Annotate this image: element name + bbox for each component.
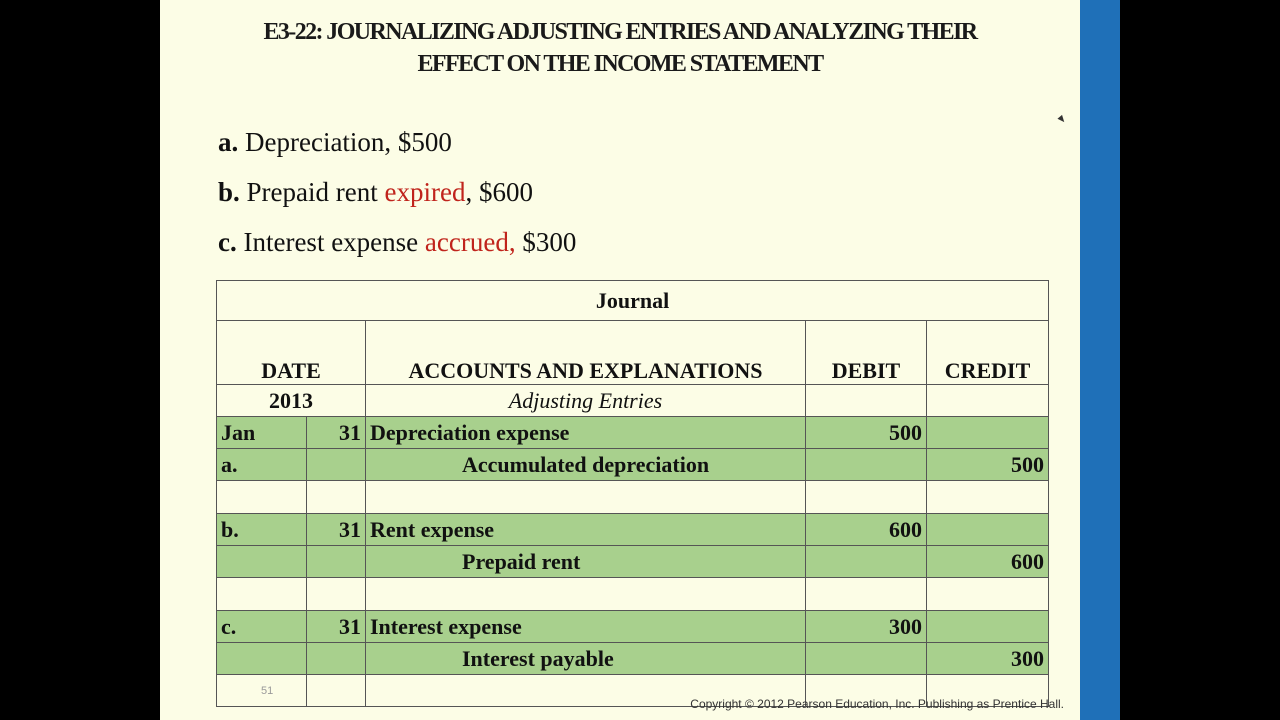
row-day	[307, 643, 366, 675]
row-account: Prepaid rent	[366, 546, 806, 578]
empty-cell	[307, 578, 366, 611]
row-day	[307, 546, 366, 578]
empty-cell	[307, 481, 366, 514]
journal-title-row	[217, 281, 1049, 321]
item-text-after: , $600	[465, 177, 533, 207]
header-debit: DEBIT	[806, 321, 927, 385]
item-text: Prepaid rent	[239, 177, 385, 207]
row-day: 31	[307, 417, 366, 449]
journal-row	[217, 417, 1049, 449]
slide	[160, 0, 1080, 720]
journal-row	[217, 643, 1049, 675]
empty-cell	[927, 481, 1049, 514]
journal-blank-row	[217, 578, 1049, 611]
journal-section-label: Adjusting Entries	[366, 385, 806, 417]
empty-cell	[806, 481, 927, 514]
row-credit	[927, 611, 1049, 643]
empty-cell	[307, 675, 366, 707]
item-letter: b.	[218, 177, 240, 207]
journal-header-row	[217, 321, 1049, 385]
adjustment-item-b	[218, 172, 918, 222]
row-debit	[806, 643, 927, 675]
empty-cell	[366, 481, 806, 514]
row-month: Jan	[217, 417, 307, 449]
item-letter: a.	[218, 127, 239, 157]
empty-cell	[217, 578, 307, 611]
slide-title	[180, 16, 1060, 80]
item-letter: c.	[218, 227, 237, 257]
adjustment-list	[218, 122, 918, 272]
journal-title: Journal	[217, 281, 1049, 321]
row-credit	[927, 514, 1049, 546]
header-accounts: ACCOUNTS AND EXPLANATIONS	[366, 321, 806, 385]
item-highlight: expired	[384, 177, 466, 207]
row-account: Rent expense	[366, 514, 806, 546]
row-debit	[806, 449, 927, 481]
row-month: a.	[217, 449, 307, 481]
journal-table	[216, 280, 1049, 707]
row-debit: 500	[806, 417, 927, 449]
slide-title-line-1: E3-22: JOURNALIZING ADJUSTING ENTRIES AND ANALYZING THEIR	[263, 19, 977, 45]
row-account: Accumulated depreciation	[366, 449, 806, 481]
row-debit	[806, 546, 927, 578]
item-highlight: accrued,	[424, 227, 516, 257]
empty-cell	[806, 578, 927, 611]
adjustment-item-a	[218, 122, 918, 172]
row-debit: 600	[806, 514, 927, 546]
row-account: Interest payable	[366, 643, 806, 675]
journal-row	[217, 514, 1049, 546]
side-accent-bar	[1080, 0, 1120, 720]
journal-row	[217, 546, 1049, 578]
row-debit: 300	[806, 611, 927, 643]
row-account: Depreciation expense	[366, 417, 806, 449]
row-account: Interest expense	[366, 611, 806, 643]
row-credit: 300	[927, 643, 1049, 675]
empty-cell	[927, 578, 1049, 611]
header-date: DATE	[217, 321, 366, 385]
row-day: 31	[307, 514, 366, 546]
row-month	[217, 546, 307, 578]
header-credit: CREDIT	[927, 321, 1049, 385]
copyright-notice: Copyright © 2012 Pearson Education, Inc. Publishing as Prentice Hall.	[690, 697, 1064, 711]
page-number: 51	[217, 675, 307, 707]
adjustment-item-c	[218, 222, 918, 272]
row-month	[217, 643, 307, 675]
row-credit: 500	[927, 449, 1049, 481]
row-month: c.	[217, 611, 307, 643]
journal-row	[217, 449, 1049, 481]
row-credit	[927, 417, 1049, 449]
empty-cell	[217, 481, 307, 514]
journal-row	[217, 611, 1049, 643]
row-credit: 600	[927, 546, 1049, 578]
row-month: b.	[217, 514, 307, 546]
item-text: Interest expense	[236, 227, 425, 257]
item-text: Depreciation, $500	[238, 127, 452, 157]
journal-blank-row	[217, 481, 1049, 514]
slide-title-line-2: EFFECT ON THE INCOME STATEMENT	[417, 51, 823, 77]
item-text-after: $300	[515, 227, 577, 257]
journal-year: 2013	[217, 385, 366, 417]
empty-cell	[927, 385, 1049, 417]
row-day	[307, 449, 366, 481]
mouse-cursor-icon	[1057, 115, 1066, 124]
empty-cell	[806, 385, 927, 417]
row-day: 31	[307, 611, 366, 643]
journal-year-row	[217, 385, 1049, 417]
empty-cell	[366, 578, 806, 611]
